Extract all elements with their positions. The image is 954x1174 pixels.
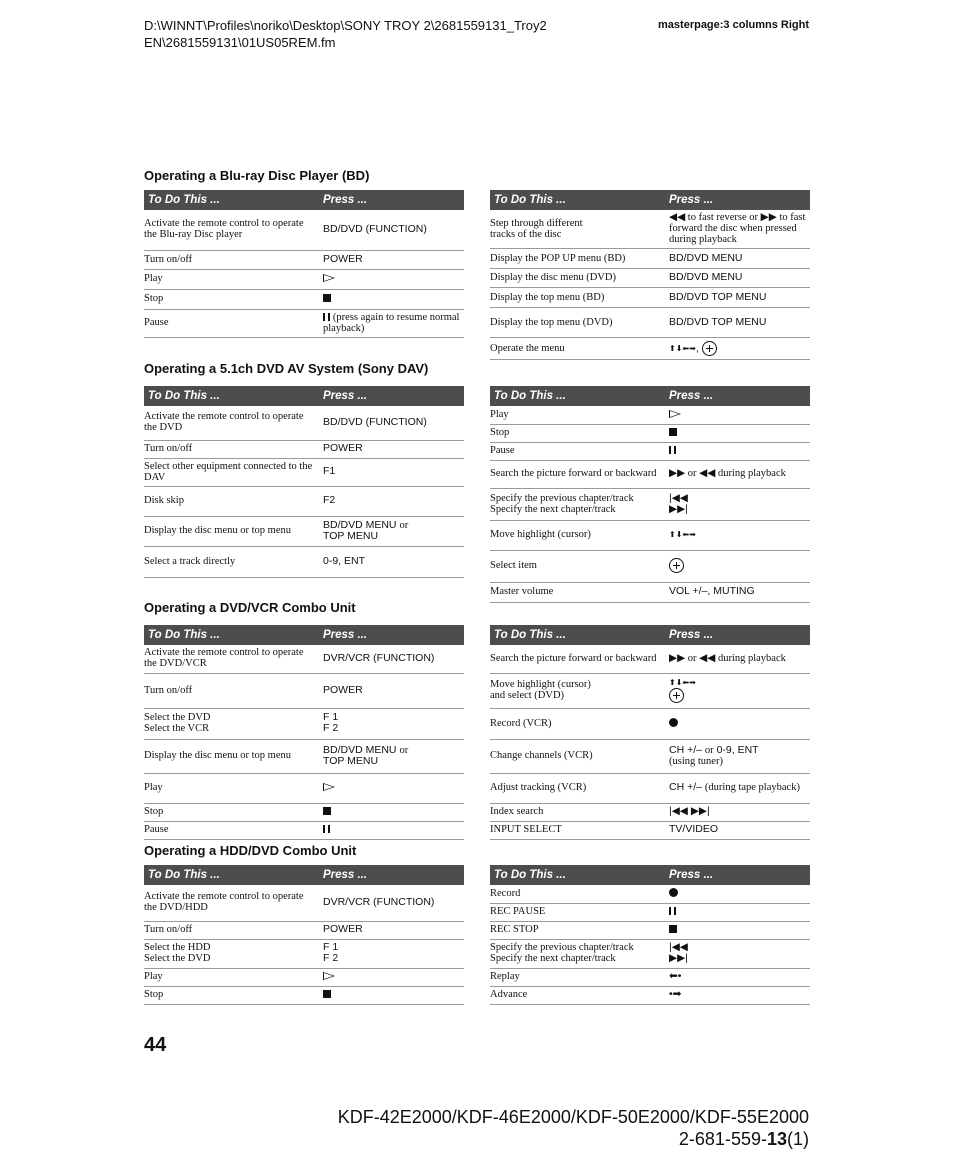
col-header-press: Press ... <box>665 190 810 210</box>
action-cell: Index search <box>490 803 665 821</box>
table-row <box>144 921 464 939</box>
action-cell <box>490 939 665 968</box>
table-row <box>490 460 810 488</box>
press-line: BD/DVD MENU <box>323 743 397 756</box>
press-line: TOP MENU <box>323 529 379 542</box>
table-row <box>490 338 810 360</box>
press-line: TOP MENU <box>323 754 379 767</box>
action-cell: Select a track directly <box>144 546 319 577</box>
press-cell <box>665 673 810 708</box>
press-cell: BD/DVD MENU <box>665 269 810 288</box>
press-cell <box>665 460 810 488</box>
action-cell: Record (VCR) <box>490 708 665 739</box>
model-info <box>338 1106 809 1150</box>
or-label: or <box>399 744 409 756</box>
press-line: CH +/– <box>669 781 702 793</box>
action-cell: Stop <box>144 986 319 1004</box>
table-row <box>144 739 464 773</box>
action-cell: Play <box>490 406 665 424</box>
press-cell <box>319 269 464 289</box>
col-header-press: Press ... <box>319 865 464 885</box>
table-row <box>144 250 464 269</box>
bd-table-left <box>144 190 464 338</box>
action-cell: Select other equipment connected to the DAV <box>144 458 319 486</box>
col-header-press: Press ... <box>665 865 810 885</box>
press-note: (using tuner) <box>669 755 723 767</box>
press-cell <box>319 516 464 546</box>
table-row <box>490 739 810 773</box>
hdd-table-left <box>144 865 464 1005</box>
record-icon <box>669 718 678 727</box>
press-cell <box>665 921 810 939</box>
fast-forward-icon: ▶▶ <box>669 652 686 664</box>
table-row <box>144 210 464 250</box>
action-line: Select the HDD <box>144 942 211 953</box>
table-row <box>144 486 464 516</box>
action-cell: Move highlight (cursor) <box>490 520 665 550</box>
press-cell: F1 <box>319 458 464 486</box>
table-row <box>490 903 810 921</box>
fast-forward-icon: ▶▶ <box>760 212 777 223</box>
action-cell: Operate the menu <box>490 338 665 360</box>
press-line: F 1 <box>323 711 339 723</box>
part-code-prefix: 2-681-559- <box>678 1129 767 1149</box>
previous-icon: |◀◀ <box>669 491 688 504</box>
action-cell: Master volume <box>490 582 665 602</box>
record-icon <box>669 888 678 897</box>
press-cell <box>665 986 810 1004</box>
table-header-row <box>490 386 810 406</box>
action-cell: Display the disc menu or top menu <box>144 516 319 546</box>
action-cell: Activate the remote control to operate the Blu-ray Disc player <box>144 210 319 250</box>
col-header-todo: To Do This ... <box>144 190 319 210</box>
press-cell <box>665 645 810 673</box>
table-row <box>490 269 810 288</box>
arrow-keys-icon: ⬆⬇⬅➡ <box>669 678 696 687</box>
press-cell <box>665 885 810 903</box>
page-number: 44 <box>144 1034 167 1056</box>
press-note: during playback <box>717 468 786 479</box>
table-row <box>144 939 464 968</box>
action-cell: Turn on/off <box>144 250 319 269</box>
section-title-hdd: Operating a HDD/DVD Combo Unit <box>144 843 357 858</box>
file-path <box>144 17 614 51</box>
pause-icon <box>669 907 676 915</box>
table-header-row <box>490 190 810 210</box>
pause-icon <box>323 825 330 833</box>
press-cell <box>665 773 810 803</box>
table-row <box>490 249 810 269</box>
table-row <box>144 986 464 1004</box>
action-cell: Play <box>144 773 319 803</box>
table-row <box>490 424 810 442</box>
press-cell: BD/DVD TOP MENU <box>665 308 810 338</box>
press-line: CH +/– <box>669 743 702 756</box>
action-cell <box>490 488 665 520</box>
action-cell: Display the POP UP menu (BD) <box>490 249 665 269</box>
action-line: and select (DVD) <box>490 690 565 701</box>
table-row <box>490 968 810 986</box>
col-header-press: Press ... <box>319 386 464 406</box>
action-cell: Disk skip <box>144 486 319 516</box>
table-header-row <box>144 625 464 645</box>
table-row <box>144 516 464 546</box>
action-cell: Record <box>490 885 665 903</box>
col-header-press: Press ... <box>665 625 810 645</box>
model-list: KDF-42E2000/KDF-46E2000/KDF-50E2000/KDF-55E2000 <box>337 1107 809 1127</box>
action-cell: Display the disc menu (DVD) <box>490 269 665 288</box>
action-cell: Adjust tracking (VCR) <box>490 773 665 803</box>
action-cell: Select item <box>490 550 665 582</box>
table-row <box>490 708 810 739</box>
or-label: or <box>687 652 697 664</box>
action-cell: Display the top menu (DVD) <box>490 308 665 338</box>
action-cell: Stop <box>490 424 665 442</box>
stop-icon <box>669 925 677 933</box>
table-row <box>490 288 810 308</box>
action-line: Specify the previous chapter/track <box>490 492 634 504</box>
press-line: F 2 <box>323 722 339 734</box>
arrow-keys-icon: ⬆⬇⬅➡ <box>669 343 696 353</box>
press-cell <box>319 773 464 803</box>
or-label: or <box>399 519 409 531</box>
action-cell: REC STOP <box>490 921 665 939</box>
table-row <box>144 645 464 673</box>
table-row <box>490 550 810 582</box>
press-cell: POWER <box>319 250 464 269</box>
press-cell <box>319 803 464 821</box>
table-row <box>490 442 810 460</box>
table-row <box>144 708 464 739</box>
press-cell <box>319 708 464 739</box>
press-cell <box>665 520 810 550</box>
action-cell: Play <box>144 269 319 289</box>
action-line: Specify the previous chapter/track <box>490 942 634 953</box>
press-cell: DVR/VCR (FUNCTION) <box>319 645 464 673</box>
action-cell: Search the picture forward or backward <box>490 645 665 673</box>
enter-icon <box>669 558 684 573</box>
pause-icon <box>669 446 676 454</box>
table-header-row <box>144 865 464 885</box>
action-cell: Change channels (VCR) <box>490 739 665 773</box>
action-cell <box>490 210 665 249</box>
action-cell: Search the picture forward or backward <box>490 460 665 488</box>
pause-icon <box>323 313 330 321</box>
action-cell: Replay <box>490 968 665 986</box>
dav-table-left <box>144 386 464 578</box>
col-header-todo: To Do This ... <box>490 386 665 406</box>
fast-forward-icon: ▶▶ <box>669 468 686 479</box>
col-header-todo: To Do This ... <box>144 625 319 645</box>
press-cell: POWER <box>319 440 464 458</box>
previous-icon: |◀◀ <box>669 941 688 953</box>
col-header-press: Press ... <box>665 386 810 406</box>
action-cell: Stop <box>144 803 319 821</box>
table-row <box>490 821 810 839</box>
action-line: tracks of the disc <box>490 228 562 240</box>
play-icon <box>323 783 335 791</box>
part-code <box>338 1128 809 1150</box>
bd-table-right <box>490 190 810 360</box>
col-header-todo: To Do This ... <box>490 865 665 885</box>
press-cell: VOL +/–, MUTING <box>665 582 810 602</box>
stop-icon <box>323 807 331 815</box>
table-row <box>144 546 464 577</box>
action-cell: Activate the remote control to operate the DVD <box>144 406 319 440</box>
press-cell: 0-9, ENT <box>319 546 464 577</box>
play-icon <box>669 410 681 418</box>
action-line: Select the DVD <box>144 953 211 964</box>
press-cell <box>319 309 464 337</box>
press-cell <box>665 903 810 921</box>
press-line: F 2 <box>323 952 339 964</box>
next-icon: ▶▶| <box>669 952 688 964</box>
press-cell <box>665 739 810 773</box>
advance-icon: •➡ <box>669 988 682 1000</box>
action-cell: Display the disc menu or top menu <box>144 739 319 773</box>
col-header-todo: To Do This ... <box>144 386 319 406</box>
action-cell: Display the top menu (BD) <box>490 288 665 308</box>
press-cell: POWER <box>319 921 464 939</box>
table-row <box>490 406 810 424</box>
action-line: Select the DVD <box>144 712 211 723</box>
press-cell: F2 <box>319 486 464 516</box>
action-cell: Pause <box>144 309 319 337</box>
section-title-dav: Operating a 5.1ch DVD AV System (Sony DAV) <box>144 361 429 376</box>
table-row <box>490 939 810 968</box>
press-cell: POWER <box>319 673 464 708</box>
col-header-todo: To Do This ... <box>144 865 319 885</box>
table-row <box>490 520 810 550</box>
press-note: during playback <box>717 652 786 664</box>
press-cell <box>319 289 464 309</box>
table-row <box>144 309 464 337</box>
press-cell: BD/DVD (FUNCTION) <box>319 210 464 250</box>
file-path-line-1: D:\WINNT\Profiles\noriko\Desktop\SONY TROY 2\2681559131_Troy2 <box>144 18 547 33</box>
rewind-icon: ◀◀ <box>699 652 716 664</box>
press-cell <box>665 939 810 968</box>
table-row <box>144 803 464 821</box>
table-header-row <box>490 625 810 645</box>
table-row <box>490 773 810 803</box>
play-icon <box>323 274 335 282</box>
masterpage-label: masterpage:3 columns Right <box>658 19 809 31</box>
action-line: Move highlight (cursor) <box>490 679 591 690</box>
col-header-press: Press ... <box>319 625 464 645</box>
press-cell <box>665 488 810 520</box>
file-path-line-2: EN\2681559131\01US05REM.fm <box>144 35 336 50</box>
press-cell: TV/VIDEO <box>665 821 810 839</box>
col-header-press: Press ... <box>319 190 464 210</box>
press-cell: BD/DVD (FUNCTION) <box>319 406 464 440</box>
rewind-icon: ◀◀ <box>669 212 686 223</box>
press-note: (during tape playback) <box>704 782 800 793</box>
table-row <box>490 921 810 939</box>
press-cell: BD/DVD MENU <box>665 249 810 269</box>
press-cell <box>319 739 464 773</box>
action-cell: Play <box>144 968 319 986</box>
press-cell <box>665 424 810 442</box>
table-row <box>144 458 464 486</box>
action-cell: REC PAUSE <box>490 903 665 921</box>
action-line: Specify the next chapter/track <box>490 503 616 515</box>
press-cell <box>319 939 464 968</box>
table-row <box>490 488 810 520</box>
press-note: (press again to resume normal playback) <box>323 311 460 334</box>
vcr-table-right <box>490 625 810 840</box>
press-cell <box>665 968 810 986</box>
press-line: 0-9, ENT <box>716 743 759 756</box>
table-row <box>490 803 810 821</box>
table-header-row <box>144 386 464 406</box>
press-cell <box>319 968 464 986</box>
press-cell: BD/DVD TOP MENU <box>665 288 810 308</box>
table-row <box>144 968 464 986</box>
enter-icon <box>669 688 684 703</box>
press-cell: ⬆⬇⬅➡, <box>665 338 810 360</box>
part-code-revision: 13 <box>766 1129 787 1149</box>
action-cell: Advance <box>490 986 665 1004</box>
press-cell <box>665 406 810 424</box>
action-cell: Turn on/off <box>144 440 319 458</box>
replay-icon: ⬅• <box>669 970 682 982</box>
action-cell: INPUT SELECT <box>490 821 665 839</box>
hdd-table-right <box>490 865 810 1005</box>
action-cell <box>490 673 665 708</box>
or-label: or <box>687 468 697 479</box>
section-title-bd: Operating a Blu-ray Disc Player (BD) <box>144 168 370 183</box>
enter-icon <box>702 341 717 356</box>
press-line: F 1 <box>323 941 339 953</box>
action-cell <box>144 708 319 739</box>
table-row <box>144 773 464 803</box>
col-header-todo: To Do This ... <box>490 625 665 645</box>
action-cell: Turn on/off <box>144 673 319 708</box>
table-row <box>144 440 464 458</box>
action-line: Select the VCR <box>144 723 210 734</box>
action-cell <box>144 939 319 968</box>
action-cell: Pause <box>490 442 665 460</box>
table-row <box>490 986 810 1004</box>
action-line: Specify the next chapter/track <box>490 953 616 964</box>
dav-table-right <box>490 386 810 603</box>
play-icon <box>323 972 335 980</box>
action-cell: Stop <box>144 289 319 309</box>
action-cell: Activate the remote control to operate the DVD/VCR <box>144 645 319 673</box>
press-line: BD/DVD MENU <box>323 518 397 531</box>
press-cell <box>319 986 464 1004</box>
press-cell <box>319 821 464 839</box>
table-row <box>144 269 464 289</box>
action-line: Step through different <box>490 217 583 229</box>
stop-icon <box>323 294 331 302</box>
table-row <box>490 673 810 708</box>
table-row <box>144 673 464 708</box>
press-cell <box>665 708 810 739</box>
stop-icon <box>669 428 677 436</box>
arrow-keys-icon: ⬆⬇⬅➡ <box>669 530 696 539</box>
stop-icon <box>323 990 331 998</box>
press-note: to fast reverse or <box>687 212 759 223</box>
table-row <box>490 308 810 338</box>
action-cell: Activate the remote control to operate the DVD/HDD <box>144 885 319 921</box>
table-header-row <box>490 865 810 885</box>
press-note: to fast forward the disc when pressed during playback <box>669 212 806 245</box>
table-row <box>490 645 810 673</box>
action-cell: Pause <box>144 821 319 839</box>
table-row <box>490 582 810 602</box>
rewind-icon: ◀◀ <box>699 468 716 479</box>
table-header-row <box>144 190 464 210</box>
table-row <box>144 821 464 839</box>
previous-icon: |◀◀ <box>669 805 688 817</box>
next-icon: ▶▶| <box>690 805 710 817</box>
table-row <box>144 885 464 921</box>
action-cell: Turn on/off <box>144 921 319 939</box>
table-row <box>144 289 464 309</box>
col-header-todo: To Do This ... <box>490 190 665 210</box>
section-title-vcr: Operating a DVD/VCR Combo Unit <box>144 600 356 615</box>
press-cell <box>665 442 810 460</box>
table-row <box>144 406 464 440</box>
vcr-table-left <box>144 625 464 840</box>
or-label: or <box>704 744 714 756</box>
press-cell <box>665 210 810 249</box>
table-row <box>490 885 810 903</box>
table-row <box>490 210 810 249</box>
part-code-suffix: (1) <box>787 1129 809 1149</box>
press-cell <box>665 803 810 821</box>
next-icon: ▶▶| <box>669 502 688 515</box>
press-cell <box>665 550 810 582</box>
press-cell: DVR/VCR (FUNCTION) <box>319 885 464 921</box>
